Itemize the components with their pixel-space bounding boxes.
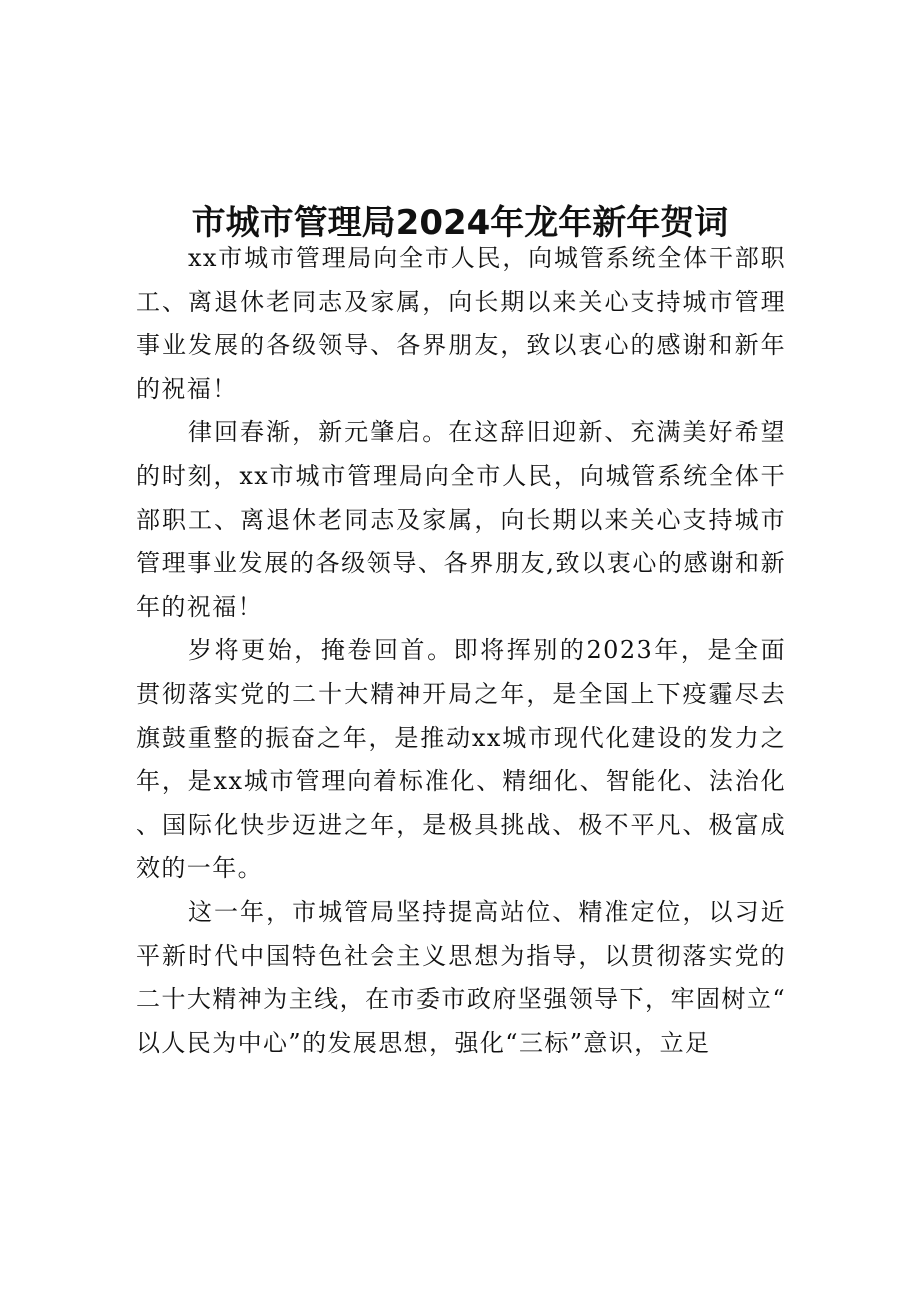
document-body <box>136 237 786 1065</box>
paragraph-3: 岁将更始，掩卷回首。即将挥别的2023年，是全面贯彻落实党的二十大精神开局之年，是全国上下疫霾尽去旗鼓重整的振奋之年，是推动xx城市现代化建设的发力之年，是xx城市管理向着标准化、精细化、智能化、法治化、国际化快步迈进之年，是极具挑战、极不平凡、极富成效的一年。 <box>136 636 786 883</box>
paragraph-1: xx市城市管理局向全市人民，向城管系统全体干部职工、离退休老同志及家属，向长期以来关心支持城市管理事业发展的各级领导、各界朋友，致以衷心的感谢和新年的祝福！ <box>136 244 786 403</box>
document-title: 市城市管理局2024年龙年新年贺词 <box>191 202 729 243</box>
paragraph-2: 律回春渐，新元肇启。在这辞旧迎新、充满美好希望的时刻，xx市城市管理局向全市人民，向城管系统全体干部职工、离退休老同志及家属，向长期以来关心支持城市管理事业发展的各级领导、各界朋友,致以衷心的感谢和新年的祝福！ <box>136 418 786 621</box>
paragraph-4: 这一年，市城管局坚持提高站位、精准定位，以习近平新时代中国特色社会主义思想为指导，以贯彻落实党的二十大精神为主线，在市委市政府坚强领导下，牢固树立“以人民为中心”的发展思想，强化“三标”意识，立足 <box>136 897 786 1057</box>
